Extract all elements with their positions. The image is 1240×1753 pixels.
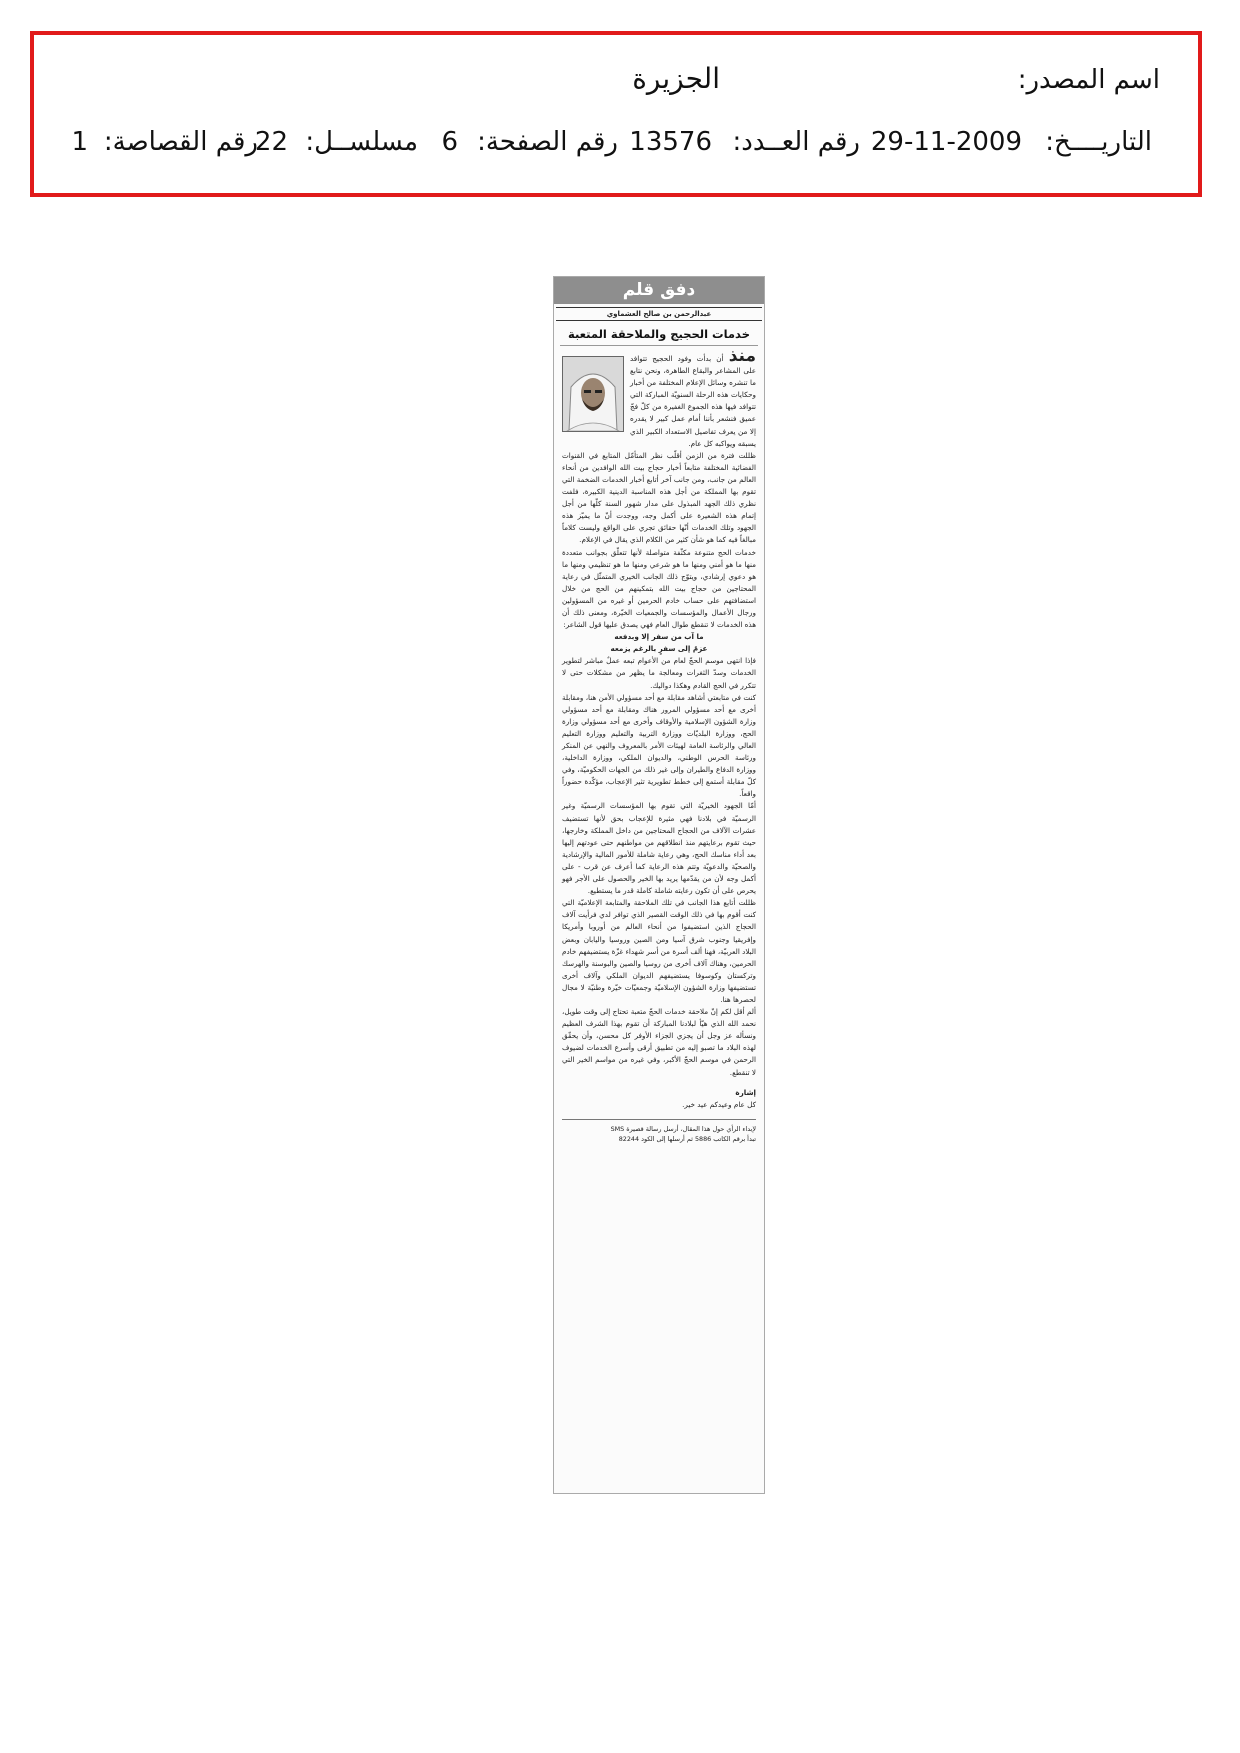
signoff-label: إشارة xyxy=(735,1087,756,1097)
serial-value: 22 xyxy=(254,127,288,157)
newspaper-clipping xyxy=(553,276,765,1494)
article-paragraph: أمّا الجهود الخيريّة التي تقوم بها المؤسسات الرسميّة وغير الرسميّة في بلادنا فهي مثيرة للإعجاب بحق لأنها تستضيف عشرات الآلاف من الحجاج المحتاجين من داخل المملكة وخارجها، حيث تقوم برعايتهم منذ انطلاقهم من مواطنهم حتى عودتهم إليها بعد أداء مناسك الحج، وهي رعاية شاملة للأمور المالية والإرشادية والصحيّة والدعويّة وتتم هذه الرعاية كما أعرف عن قرب - على أكمل وجه لأن من يقدّمها يريد بها الخير والحصول على الأجر فهو يحرص على أن تكون رعايته شاملة كاملة قدر ما يستطيع. xyxy=(562,801,756,896)
date-value: 29-11-2009 xyxy=(870,127,1022,157)
article-paragraph: كنت في متابعتي أشاهد مقابلة مع أحد مسؤولي الأمن هنا، ومقابلة أخرى مع أحد مسؤولي المرور هناك ومقابلة مع أحد مسؤولي وزارة الشؤون الإسلامية والأوقاف وأخرى مع أحد مسؤولي وزارة الحج، ووزارة البلديّات ووزارة التربية والتعليم ووزارة التعليم العالي والرئاسة العامة لهيئات الأمر بالمعروف والنهي عن المنكر ورئاسة الحرس الوطني، والديوان الملكي، ووزارة الداخلية، ووزارة الدفاع والطيران وإلى غير ذلك من الجهات الحكوميّة، وفي كلّ مقابلة أستمع إلى خطط تطويرية تثير الإعجاب، مؤكّدة حضوراً واقعاً. xyxy=(562,692,756,799)
date-label: التاريــــخ: xyxy=(1045,127,1152,157)
column-name-banner: دفق قلم xyxy=(554,277,764,304)
article-paragraph: ظللت أتابع هذا الجانب في تلك الملاحقة والمتابعة الإعلاميّة التي كنت أقوم بها في ذلك الوقت القصير الذي توافر لدي فرأيت آلاف الحجاج الذين استضيفوا من أنحاء العالم من أوروبا وأمريكا وإفريقيا وجنوب شرق آسيا ومن الصين وروسيا واليابان وبعض البلاد العربيّة، فهنا ألف أسرة من أسر شهداء غزّة يستضيفهم خادم الحرمين، وهناك آلاف أخرى من روسيا والصين والبوسنة والهرسك وتركستان وكوسوفا يستضيفهم الديوان الملكي وآلاف أخرى تستضيفها وزارة الشؤون الإسلاميّة وجمعيّات خيّرة وطنيّة لا مجال لحصرها هنا. xyxy=(562,898,756,1004)
clipping-metadata-box xyxy=(30,31,1202,197)
sms-feedback-note xyxy=(562,1119,756,1144)
article-paragraph: منذ أن بدأت وفود الحجيج تتوافد على المشاعر والبقاع الطاهرة، ونحن نتابع ما تنشره وسائل الإعلام المختلفة من أخبار وحكايات هذه الرحلة السنويّة المباركة التي تتوافد فيها هذه الجموع الغفيرة من كلّ فجّ عميق فنشعر بأننا أمام عمل كبير لا يقدره إلا من يعرف تفاصيل الاستعداد الكبير الذي يسبقه ويواكبه كل عام. xyxy=(630,346,756,448)
page-number-value: 6 xyxy=(441,127,458,157)
poem-verse: عزمٌ إلى سفرٍ بالرغم يزمعه xyxy=(610,644,708,654)
article-paragraph: فإذا انتهى موسم الحجّ لعام من الأعوام تبعه عملٌ مباشر لتطوير الخدمات وسدّ الثغرات ومعالجة ما يظهر من مشكلات حتى لا تتكرر في الحج القادم وهكذا دواليك. xyxy=(562,656,756,690)
author-portrait-icon xyxy=(563,357,623,431)
author-byline: عبدالرحمن بن صالح العشماوي xyxy=(556,307,762,321)
serial-label: مسلســل: xyxy=(305,127,418,157)
author-photo xyxy=(562,356,624,432)
clipping-number-value: 1 xyxy=(71,127,88,157)
page-number-label: رقم الصفحة: xyxy=(477,127,618,157)
issue-number-label: رقم العــدد: xyxy=(732,127,860,157)
article-body xyxy=(554,346,764,1111)
sms-note-line: تبدأ برقم الكاتب 5886 ثم أرسلها إلى الكود 82244 xyxy=(618,1134,756,1143)
article-paragraph: خدمات الحج متنوعة مكثّفة متواصلة لأنها تتعلّق بجوانب متعددة منها ما هو أمني ومنها ما هو شرعي ومنها ما هو تنظيمي ومنها ما هو دعوي إرشادي، ويتوّج ذلك الجانب الخيري المتمثّل في رعاية المحتاجين من حجاج بيت الله بتمكينهم من الحج من خلال استضافتهم على حساب خادم الحرمين أو غيره من المسؤولين ورجال الأعمال والمؤسسات والجمعيات الخيّرة، ومعنى ذلك أن هذه الخدمات لا تنقطع طوال العام فهي يصدق عليها قول الشاعر: xyxy=(562,547,756,630)
article-paragraph: ظللت فترة من الزمن أقلّب نظر المتأمّل المتابع في القنوات الفضائية المختلفة متابعاً أخبار حجاج بيت الله الوافدين من أنحاء العالم من جانب، ومن جانب آخر أتابع أخبار الخدمات الضخمة التي تقوم بها المملكة من أجل هذه المناسبة الدينية الكبيرة، فلفت نظري ذلك الجهد المبذول على مدار شهور السنة كلّها من أجل إتمام هذه الشعيرة على أكمل وجه، ووجدت أنّ ما يميّز هذه الجهود وتلك الخدمات أنّها حقائق تجري على الواقع وليست كلاماً مبالغاً فيه كما هو شأن كثير من الكلام الذي يقال في الإعلام. xyxy=(562,450,756,545)
source-label: اسم المصدر: xyxy=(1017,65,1160,95)
issue-number-value: 13576 xyxy=(629,127,712,157)
poem-verse: ما آب من سفر إلا وبدفعه xyxy=(614,632,704,642)
article-paragraph: ألم أقل لكم إنّ ملاحقة خدمات الحجّ متعبة تحتاج إلى وقت طويل، نحمد الله الذي هيّأ لبلادنا المباركة أن تقوم بهذا الشرف العظيم ونسأله عز وجل أن يجزي الجزاء الأوفر كل محسن، وأن يحقّق لهذه البلاد ما تصبو إليه من تطبيق أرقى وأسرع الخدمات لضيوف الرحمن في موسم الحجّ الأكبر، وفي غيره من مواسم الخير التي لا تنقطع. xyxy=(562,1007,756,1077)
signoff-text: كل عام وعيدكم عيد خير. xyxy=(682,1099,756,1109)
sms-note-line: لإبداء الرأي حول هذا المقال، أرسل رسالة قصيرة SMS xyxy=(610,1124,756,1133)
clipping-number-label: رقم القصاصة: xyxy=(103,127,258,157)
drop-word: منذ xyxy=(728,346,756,366)
source-value: الجزيرة xyxy=(632,62,720,95)
article-title: خدمات الحجيج والملاحقة المتعبة xyxy=(560,327,758,346)
